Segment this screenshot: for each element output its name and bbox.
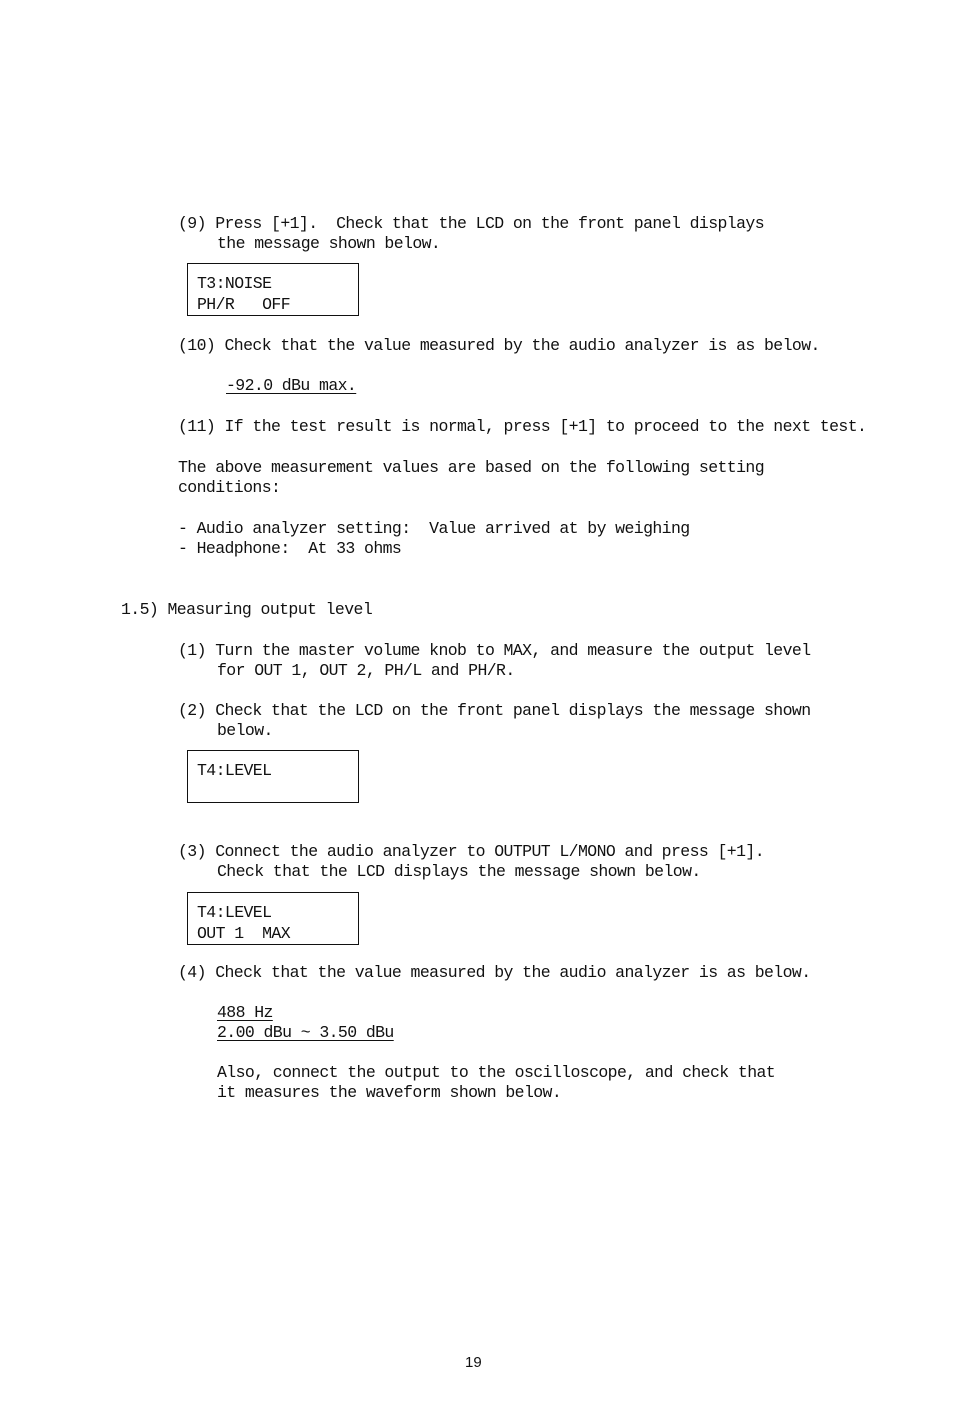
section-heading: 1.5) Measuring output level (121, 600, 373, 619)
step-3-line-1: (3) Connect the audio analyzer to OUTPUT L/MONO and press [+1]. (178, 842, 765, 861)
step-4: (4) Check that the value measured by the audio analyzer is as below. (178, 963, 811, 982)
step-9-line-1: (9) Press [+1]. Check that the LCD on the front panel displays (178, 214, 765, 233)
lcd-row-2: PH/R OFF (197, 295, 291, 314)
step-9-line-2: the message shown below. (217, 234, 441, 253)
lcd-row-1: T4:LEVEL (197, 761, 272, 780)
step-1-line-1: (1) Turn the master volume knob to MAX, and measure the output level (178, 641, 811, 660)
conditions-item-2: - Headphone: At 33 ohms (178, 539, 402, 558)
oscilloscope-line-1: Also, connect the output to the oscilloscope, and check that (217, 1063, 776, 1082)
page-number: 19 (465, 1354, 482, 1371)
lcd-row-1: T3:NOISE (197, 274, 272, 293)
step-4-range: 2.00 dBu ~ 3.50 dBu (217, 1023, 394, 1042)
lcd-row-1: T4:LEVEL (197, 903, 272, 922)
step-4-frequency: 488 Hz (217, 1003, 273, 1022)
step-2-line-1: (2) Check that the LCD on the front panel displays the message shown (178, 701, 811, 720)
lcd-row-2: OUT 1 MAX (197, 924, 291, 943)
conditions-line-2: conditions: (178, 478, 281, 497)
step-2-line-2: below. (217, 721, 273, 740)
step-1-line-2: for OUT 1, OUT 2, PH/L and PH/R. (217, 661, 515, 680)
step-10-value: -92.0 dBu max. (226, 376, 357, 395)
lcd-display-level-out1 (187, 892, 359, 945)
step-10: (10) Check that the value measured by the audio analyzer is as below. (178, 336, 820, 355)
step-3-line-2: Check that the LCD displays the message shown below. (217, 862, 701, 881)
conditions-line-1: The above measurement values are based on the following setting (178, 458, 765, 477)
lcd-display-noise (187, 263, 359, 316)
lcd-display-level (187, 750, 359, 803)
conditions-item-1: - Audio analyzer setting: Value arrived at by weighing (178, 519, 690, 538)
oscilloscope-line-2: it measures the waveform shown below. (217, 1083, 562, 1102)
step-11: (11) If the test result is normal, press [+1] to proceed to the next test. (178, 417, 867, 436)
